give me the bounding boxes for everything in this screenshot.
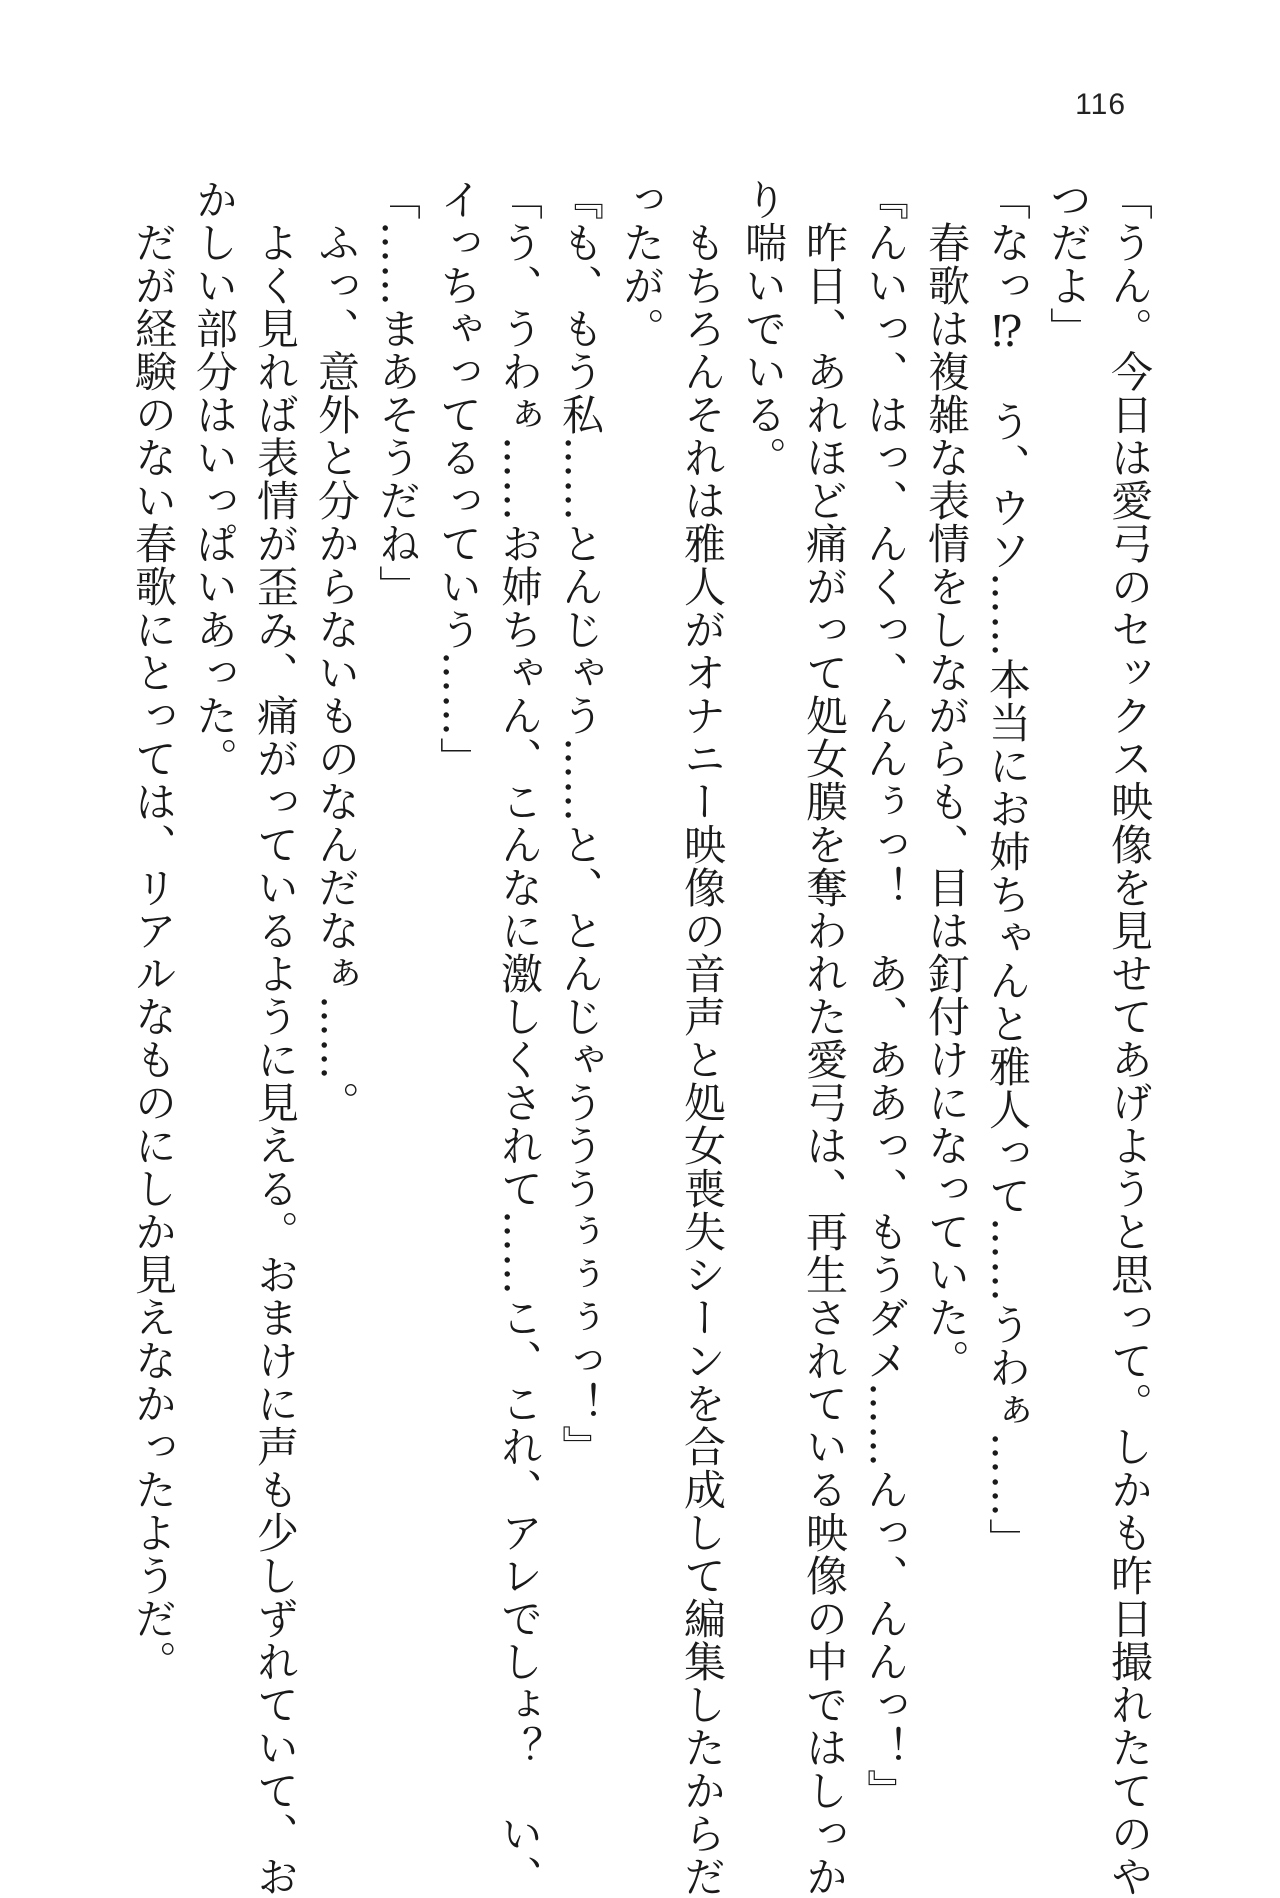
text-line: 『も、もう私……とんじゃう……と、とんじゃうううぅぅぅっ！』 (556, 178, 605, 1468)
text-line: 『んいっ、はっ、んくっ、んんぅっ！ あ、ああっ、もうダメ……んっ、んんっ！』 (861, 178, 910, 1812)
body-text (123, 178, 1160, 1898)
text-line: かしい部分はいっぱいあった。 (190, 178, 239, 780)
text-line: 春歌は複雑な表情をしながらも、目は釘付けになっていた。 (922, 178, 971, 1382)
text-line: よく見れば表情が歪み、痛がっているように見える。おまけに声も少しずれていて、お (251, 178, 300, 1898)
text-line: 「なっ⁉ う、ウソ……本当にお姉ちゃんと雅人って……うわぁ……」 (983, 178, 1032, 1561)
page-number: 116 (1075, 88, 1126, 121)
text-line: り喘いでいる。 (739, 178, 788, 479)
text-line: だが経験のない春歌にとっては、リアルなものにしか見えなかったようだ。 (129, 178, 178, 1683)
text-line: つだよ」 (1044, 178, 1093, 350)
text-line: もちろんそれは雅人がオナニー映像の音声と処女喪失シーンを合成して編集したからだ (678, 178, 727, 1898)
text-line: 「うん。今日は愛弓のセックス映像を見せてあげようと思って。しかも昨日撮れたてのや (1105, 178, 1154, 1898)
text-line: ふっ、意外と分からないものなんだなぁ……。 (312, 178, 361, 1124)
text-line: ったが。 (617, 178, 666, 350)
text-line: 「う、うわぁ……お姉ちゃん、こんなに激しくされて……こ、これ、アレでしょ？ い、 (495, 178, 544, 1898)
text-line: イっちゃってるっていう……」 (434, 178, 483, 780)
text-line: 「……まあそうだね」 (373, 178, 422, 608)
text-line: 昨日、あれほど痛がって処女膜を奪われた愛弓は、再生されている映像の中ではしっか (800, 178, 849, 1898)
